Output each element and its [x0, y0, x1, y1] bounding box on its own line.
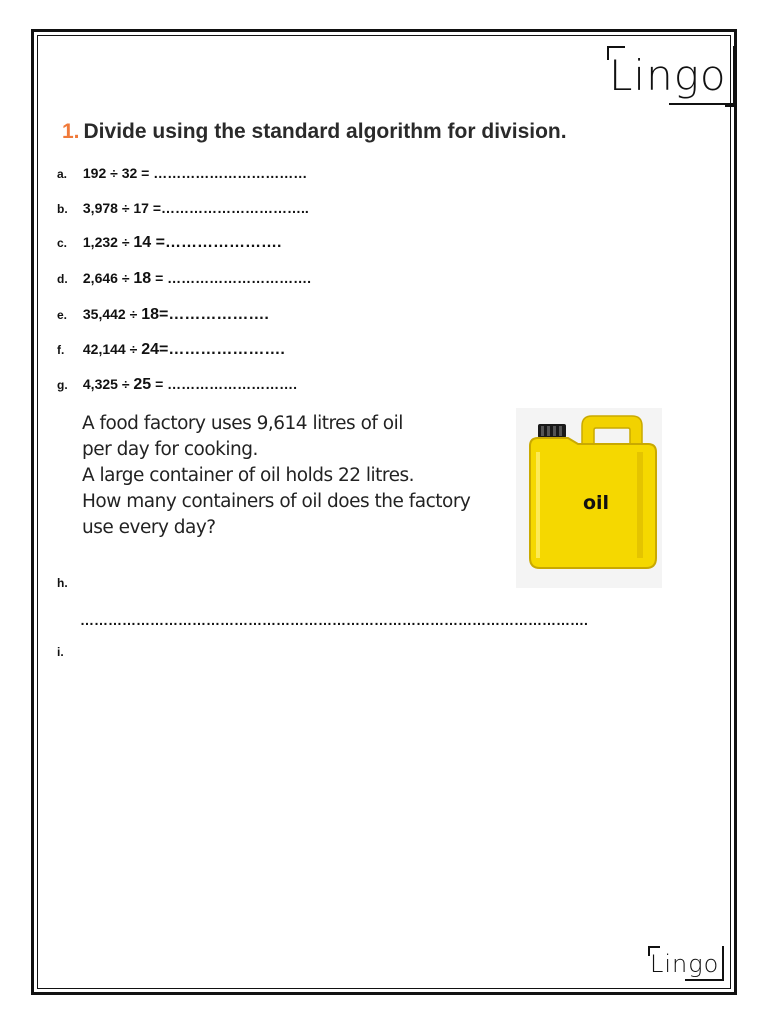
question-letter: e. [57, 308, 68, 322]
question-letter: b. [57, 202, 68, 216]
answer-line-h[interactable]: ………………………………………………………………………………………………. [80, 612, 588, 628]
question-g [57, 376, 297, 394]
logo-text: Lingo [650, 950, 720, 978]
question-expression: 1,232 ÷ [82, 234, 134, 250]
question-letter: d. [57, 272, 68, 286]
lingo-logo-bottom [650, 950, 719, 978]
answer-blank[interactable]: ………………. [168, 306, 269, 323]
question-expression: 2,646 ÷ [82, 270, 134, 286]
question-d [57, 270, 311, 288]
word-problem-line: A large container of oil holds 22 litres. [82, 465, 415, 486]
word-problem-line: use every day? [82, 517, 216, 538]
question-letter: g. [57, 378, 68, 392]
question-b [57, 200, 309, 216]
word-problem-line: A food factory uses 9,614 litres of oil [82, 413, 403, 434]
question-expression-divisor: 24= [141, 341, 169, 358]
word-problem-line: per day for cooking. [82, 439, 258, 460]
oil-container-image [516, 408, 662, 588]
exercise-instruction: Divide using the standard algorithm for division. [83, 120, 567, 143]
question-expression-divisor: 14 = [133, 234, 165, 251]
oil-jug-icon [516, 408, 662, 588]
question-letter: a. [57, 167, 68, 181]
word-problem-line: How many containers of oil does the factory [82, 491, 471, 512]
answer-blank[interactable]: …………………. [168, 341, 285, 358]
question-c [57, 234, 281, 252]
question-equals: = [151, 270, 168, 286]
svg-text:oil: oil [582, 492, 610, 514]
answer-blank[interactable]: …………………. [164, 234, 282, 251]
question-h-label: h. [57, 576, 68, 590]
question-i-label: i. [57, 645, 64, 659]
question-letter: f. [57, 343, 65, 357]
answer-blank[interactable]: …………………………… [153, 165, 308, 181]
logo-text: Lingo [609, 51, 727, 100]
question-expression: 35,442 ÷ [82, 306, 142, 322]
question-f [57, 341, 285, 359]
question-letter: c. [57, 236, 68, 250]
answer-blank[interactable]: ………………………. [167, 376, 298, 392]
question-a [57, 165, 307, 181]
answer-blank[interactable]: …………………………. [167, 270, 312, 286]
question-e [57, 306, 269, 324]
question-expression: 3,978 ÷ 17 = [82, 200, 162, 216]
question-equals: = [151, 376, 168, 392]
answer-blank[interactable]: ………………………….. [161, 200, 309, 216]
exercise-heading [62, 120, 567, 144]
word-problem [82, 411, 470, 541]
lingo-logo-top [609, 53, 727, 99]
question-expression: 4,325 ÷ [82, 376, 134, 392]
question-expression: 42,144 ÷ [82, 341, 142, 357]
question-expression-divisor: 18 [133, 270, 152, 287]
question-expression-divisor: 18= [141, 306, 169, 323]
question-expression-divisor: 25 [133, 376, 152, 393]
question-expression: 192 ÷ 32 = [82, 165, 154, 181]
exercise-number: 1. [62, 120, 80, 143]
